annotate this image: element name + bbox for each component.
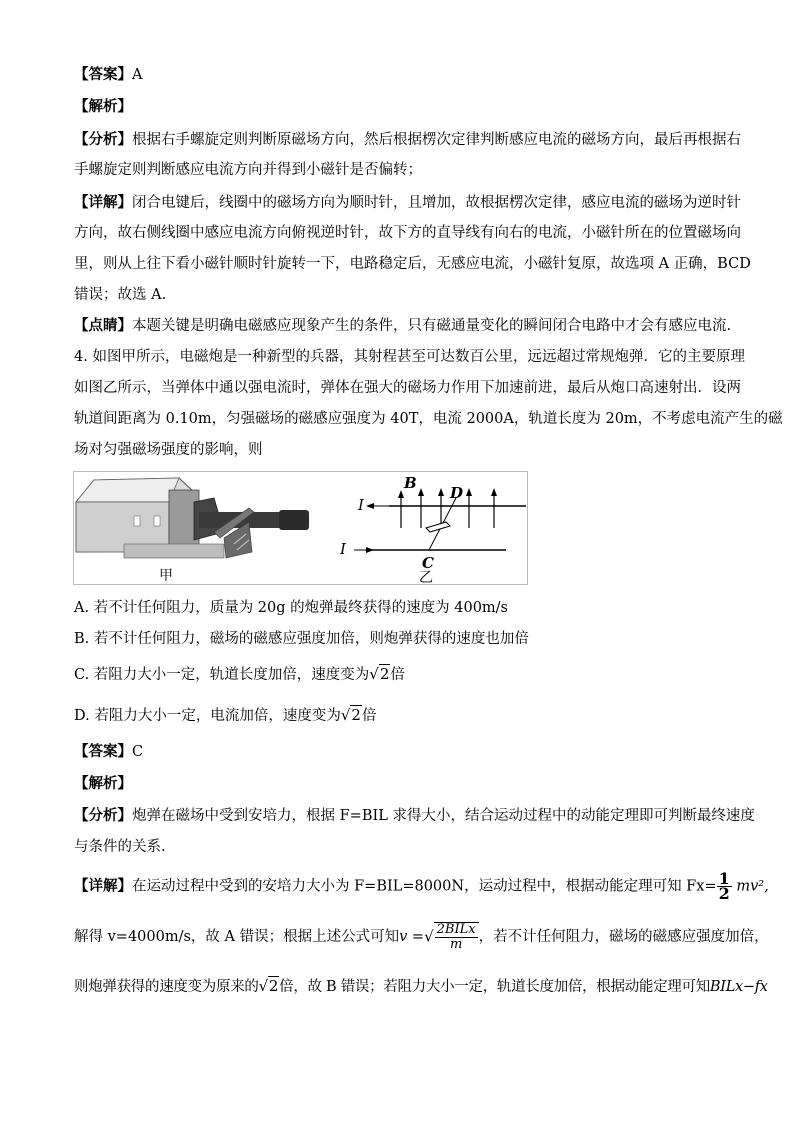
- label-B: B: [404, 474, 417, 492]
- frac-num: 1: [718, 869, 730, 888]
- question-4-line-2: 如图乙所示，当弹体中通以强电流时，弹体在强大的磁场力作用下加速前进，最后从炮口高速射出．设两: [74, 380, 741, 396]
- option-c-text: C. 若阻力大小一定，轨道长度加倍，速度变为: [74, 667, 370, 683]
- analysis-heading-1: 【解析】: [74, 98, 132, 115]
- sqrt-symbol-d: √2: [340, 706, 361, 724]
- sqrt-value-3: 2: [268, 977, 279, 995]
- sqrt-value-d: 2: [351, 706, 361, 724]
- xiangjie2-text-1: 在运动过程中受到的安培力大小为 F=BIL=8000N，运动过程中，根据动能定理可知 Fx=: [132, 878, 717, 895]
- sqrt-symbol: √2: [369, 665, 390, 683]
- option-c-tail: 倍: [390, 667, 405, 683]
- xiangjie-tag: 【详解】: [74, 194, 132, 211]
- answer-line-2: [74, 741, 143, 763]
- xiangjie-text: 闭合电键后，线圈中的磁场方向为顺时针，且增加，故根据楞次定律，感应电流的磁场为逆时针: [132, 195, 741, 211]
- answer-tag-2: 【答案】: [74, 743, 132, 760]
- label-yi: 乙: [419, 570, 433, 584]
- railgun-figure: [73, 471, 528, 585]
- fenxi-line-1: [74, 129, 741, 151]
- question-4-line-4: 场对匀强磁场强度的影响，则: [74, 442, 263, 458]
- option-b: B. 若不计任何阻力，磁场的磁感应强度加倍，则炮弹获得的速度也加倍: [74, 631, 529, 647]
- xiangjie2-line-1: [74, 869, 769, 903]
- xiangjie2-line-3: [74, 975, 768, 998]
- xiangjie2-text-2: 解得 v=4000m/s，故 A 错误；根据上述公式可知: [74, 929, 400, 945]
- dianjing-text: 本题关键是明确电磁感应现象产生的条件，只有磁通量变化的瞬间闭合电路中才会有感应电流.: [132, 318, 732, 334]
- sqrt-formula: √ $\frac{\text{2BILx}}{m}$: [424, 922, 479, 952]
- fenxi-text: 根据右手螺旋定则判断原磁场方向，然后根据楞次定律判断感应电流的磁场方向，最后再根据右: [132, 132, 741, 148]
- option-c: [74, 663, 405, 686]
- option-d: [74, 704, 376, 727]
- label-C: C: [422, 554, 434, 572]
- figure-svg: [74, 472, 527, 584]
- v-equals: v =: [399, 929, 425, 945]
- dianjing-line: [74, 315, 731, 337]
- analysis-heading-2: 【解析】: [74, 775, 132, 792]
- fenxi2-tag: 【分析】: [74, 807, 132, 824]
- sqrt-symbol-3: √2: [258, 977, 279, 995]
- answer-value-2: C: [132, 744, 144, 760]
- xiangjie2-tag: 【详解】: [74, 877, 132, 895]
- option-d-tail: 倍: [361, 708, 377, 724]
- fenxi-line-2: 手螺旋定则判断感应电流方向并得到小磁针是否偏转；: [74, 162, 422, 178]
- fraction-half: [717, 869, 732, 903]
- label-I-top: I: [358, 496, 364, 514]
- xiangjie-line-3: 里，则从上往下看小磁针顺时针旋转一下，电路稳定后，无感应电流，小磁针复原，故选项 A 正确，BCD: [74, 256, 751, 272]
- dianjing-tag: 【点睛】: [74, 317, 132, 334]
- xiangjie-line-4: 错误；故选 A.: [74, 287, 167, 303]
- xiangjie-line-1: [74, 192, 741, 214]
- xiangjie2-line-2: [74, 922, 769, 952]
- xiangjie2-tail-2: ，若不计任何阻力，磁场的磁感应强度加倍，: [478, 929, 769, 945]
- fenxi2-line-2: 与条件的关系.: [74, 839, 166, 855]
- root-den: m: [449, 937, 463, 952]
- xiangjie2-tail-1: mv²,: [736, 878, 769, 895]
- option-a: A. 若不计任何阻力，质量为 20g 的炮弹最终获得的速度为 400m/s: [74, 600, 508, 616]
- xiangjie2-text-3: 则炮弹获得的速度变为原来的: [74, 979, 259, 995]
- answer-tag: 【答案】: [74, 66, 132, 83]
- sqrt-value: 2: [379, 665, 390, 683]
- answer-value: A: [132, 67, 143, 83]
- fenxi2-text: 炮弹在磁场中受到安培力，根据 F=BIL 求得大小，结合运动过程中的动能定理即可判断最终速度: [132, 808, 755, 824]
- answer-line-1: [74, 64, 142, 86]
- label-jia: 甲: [159, 568, 173, 584]
- root-num: 2BILx: [436, 922, 476, 937]
- fenxi-tag: 【分析】: [74, 131, 132, 148]
- fenxi2-line-1: [74, 805, 755, 827]
- question-4-line-3: 轨道间距离为 0.10m，匀强磁场的磁感应强度为 40T，电流 2000A，轨道长度为 20m，不考虑电流产生的磁: [74, 411, 783, 427]
- question-4-line-1: 4. 如图甲所示，电磁炮是一种新型的兵器，其射程甚至可达数百公里，远远超过常规炮弹．它的主要原理: [74, 349, 745, 365]
- xiangjie2-tail-3: BILx−fx: [709, 979, 768, 995]
- frac-den: 2: [718, 884, 730, 903]
- label-D: D: [450, 484, 464, 502]
- xiangjie-line-2: 方向，故右侧线圈中感应电流方向俯视逆时针，故下方的直导线有向右的电流，小磁针所在的位置磁场向: [74, 225, 741, 241]
- railgun-illustration: [76, 478, 309, 558]
- label-I-bottom: I: [340, 540, 346, 558]
- option-d-text: D. 若阻力大小一定，电流加倍，速度变为: [74, 708, 341, 724]
- xiangjie2-mid-3: 倍，故 B 错误；若阻力大小一定，轨道长度加倍，根据动能定理可知: [279, 979, 710, 995]
- rail-schematic: [354, 488, 526, 553]
